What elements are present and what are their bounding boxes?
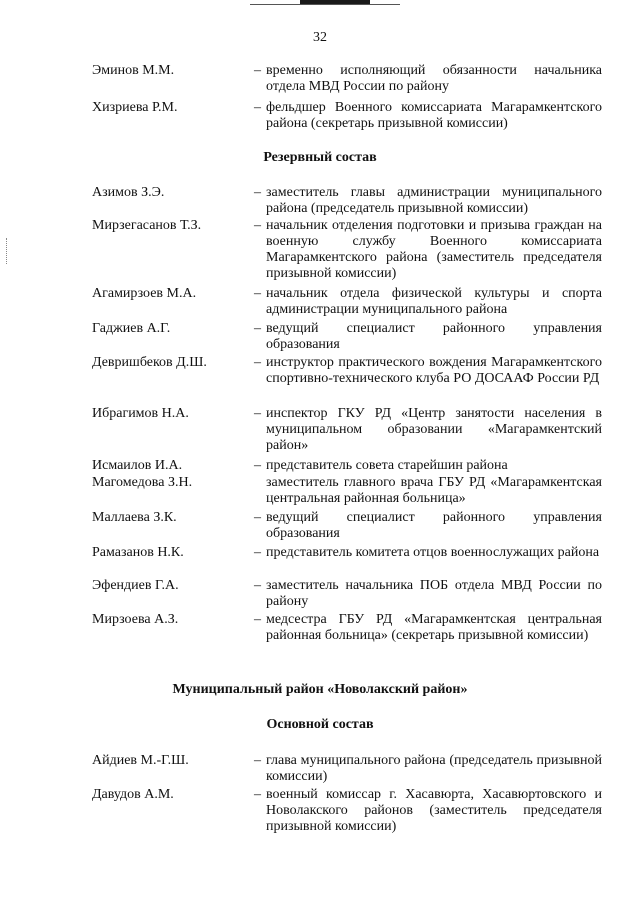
member-role: ведущий специалист районного управления образования (266, 510, 602, 541)
dash: – (254, 458, 261, 473)
member-name: Мирзоева А.З. (92, 612, 179, 627)
dash: – (254, 286, 261, 301)
member-name: Ибрагимов Н.А. (92, 406, 189, 421)
member-role: глава муниципального района (председатель призывной комиссии) (266, 753, 602, 784)
page-number: 32 (313, 30, 327, 45)
member-role: временно исполняющий обязанности начальника отдела МВД России по району (266, 63, 602, 94)
member-name: Давудов А.М. (92, 787, 174, 802)
member-role: инструктор практического вождения Магарамкентского спортивно-технического клуба РО ДОСААФ России РД (266, 355, 602, 386)
section-heading-district: Муниципальный район «Новолакский район» (172, 682, 468, 697)
member-role: фельдшер Военного комиссариата Магарамкентского района (секретарь призывной комиссии) (266, 100, 602, 131)
dash: – (254, 406, 261, 421)
dash: – (254, 218, 261, 233)
member-role: начальник отделения подготовки и призыва граждан на военную службу Военного комиссариата Магарамкентского района (заместитель председателя призывной комиссии) (266, 218, 602, 281)
dash: – (254, 321, 261, 336)
dash: – (254, 578, 261, 593)
dash: – (254, 63, 261, 78)
member-name: Азимов З.Э. (92, 185, 165, 200)
member-role: заместитель начальника ПОБ отдела МВД России по району (266, 578, 602, 609)
member-name: Исмаилов И.А. (92, 458, 183, 473)
dash: – (254, 355, 261, 370)
dash: – (254, 185, 261, 200)
member-name: Эфендиев Г.А. (92, 578, 179, 593)
member-role: инспектор ГКУ РД «Центр занятости населения в муниципальном образовании «Магарамкентский район» (266, 406, 602, 453)
member-role: представитель совета старейшин района (266, 458, 508, 473)
dash: – (254, 545, 261, 560)
dash: – (254, 510, 261, 525)
scan-artifact-line (250, 4, 400, 5)
member-name: Айдиев М.-Г.Ш. (92, 753, 189, 768)
member-role: представитель комитета отцов военнослужащих района (266, 545, 600, 560)
member-role: начальник отдела физической культуры и спорта администрации муниципального района (266, 286, 602, 317)
member-name: Рамазанов Н.К. (92, 545, 184, 560)
member-role: ведущий специалист районного управления образования (266, 321, 602, 352)
dash: – (254, 787, 261, 802)
member-role: заместитель главного врача ГБУ РД «Магарамкентская центральная районная больница» (266, 475, 602, 506)
section-heading-main: Основной состав (266, 717, 374, 732)
member-name: Мирзегасанов Т.З. (92, 218, 202, 233)
dash: – (254, 612, 261, 627)
member-role: заместитель главы администрации муниципального района (председатель призывной комиссии) (266, 185, 602, 216)
member-name: Хизриева Р.М. (92, 100, 178, 115)
section-heading-reserve: Резервный состав (263, 150, 377, 165)
member-name: Агамирзоев М.А. (92, 286, 197, 301)
member-name: Магомедова З.Н. (92, 475, 193, 490)
member-name: Эминов М.М. (92, 63, 175, 78)
member-name: Маллаева З.К. (92, 510, 177, 525)
member-name: Гаджиев А.Г. (92, 321, 171, 336)
member-role: медсестра ГБУ РД «Магарамкентская центральная районная больница» (секретарь призывной комиссии) (266, 612, 602, 643)
dash: – (254, 100, 261, 115)
margin-artifact (6, 238, 8, 264)
member-role: военный комиссар г. Хасавюрта, Хасавюртовского и Новолакского районов (заместитель председателя призывной комиссии) (266, 787, 602, 834)
dash: – (254, 753, 261, 768)
member-name: Девришбеков Д.Ш. (92, 355, 207, 370)
